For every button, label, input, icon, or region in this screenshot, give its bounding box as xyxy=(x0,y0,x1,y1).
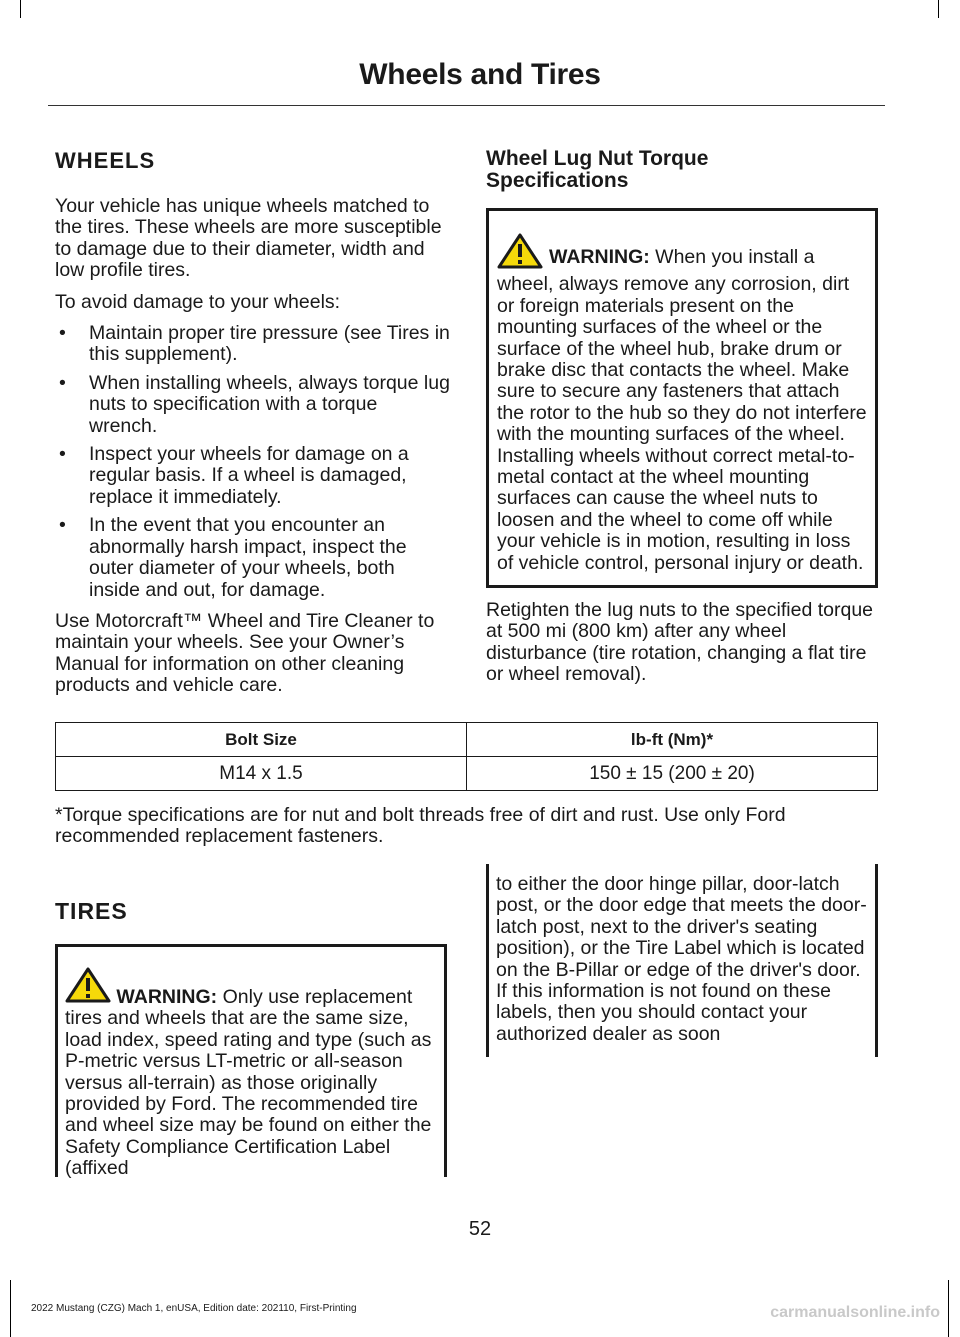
crop-mark xyxy=(948,1280,949,1337)
warning-label: WARNING: xyxy=(116,986,218,1008)
retighten-note: Retighten the lug nuts to the specified torque at 500 mi (800 km) after any wheel disturbance (tire rotation, changing a flat tire or wheel removal). xyxy=(486,599,874,686)
wheels-intro: Your vehicle has unique wheels matched to the tires. These wheels are more susceptible to damage due to their diameter, width and low profile tires. xyxy=(55,195,442,282)
watermark: carmanualsonline.info xyxy=(770,1304,940,1321)
list-item: • In the event that you encounter an abnormally harsh impact, inspect the outer diameter of your wheels, both inside and out, for damage. xyxy=(55,515,450,601)
list-item: • Inspect your wheels for damage on a regular basis. If a wheel is damaged, replace it immediately. xyxy=(55,444,450,508)
table-cell-bolt-size: M14 x 1.5 xyxy=(56,757,467,791)
warning-triangle-icon xyxy=(497,233,543,274)
tires-warning-text: Only use replacement tires and wheels that are the same size, load index, speed rating and type (such as P-metric versus LT-metric or all-season versus all-terrain) as those originally provided by Ford. The recommended tire and wheel size may be found on either the Safety Compliance Certification Label (affixed xyxy=(65,986,432,1180)
wheels-section xyxy=(55,148,450,707)
torque-warning-text: When you install a wheel, always remove any corrosion, dirt or foreign materials present on the mounting surfaces of the wheel or the surface of the wheel hub, brake drum or brake disc that contacts the wheel. Make sure to secure any fasteners that attach the rotor to the hub so they do not interfere with the mounting surfaces of the wheel. Installing wheels without correct metal-to-metal contact at the wheel mounting surfaces can cause the wheel nuts to loosen and the wheel to come off while your vehicle is in motion, resulting in loss of vehicle control, personal injury or death. xyxy=(497,246,867,574)
wheels-heading: WHEELS xyxy=(55,148,156,173)
torque-heading: Wheel Lug Nut Torque Specifications xyxy=(486,147,709,192)
column-header-bolt-size: Bolt Size xyxy=(56,723,467,757)
edition-line: 2022 Mustang (CZG) Mach 1, enUSA, Edition date: 202110, First-Printing xyxy=(31,1303,357,1314)
title-divider xyxy=(48,105,885,106)
warning-label: WARNING: xyxy=(549,246,650,268)
table-cell-torque: 150 ± 15 (200 ± 20) xyxy=(467,757,878,791)
crop-mark xyxy=(10,1280,11,1337)
crop-mark xyxy=(938,0,939,18)
warning-triangle-icon xyxy=(65,986,116,1008)
tires-warning-box xyxy=(55,944,447,1180)
wheels-avoid-lead: To avoid damage to your wheels: xyxy=(55,290,341,313)
column-header-torque: lb-ft (Nm)* xyxy=(467,723,878,757)
tires-warning-continued-text: to either the door hinge pillar, door-latch post, or the door edge that meets the door-latch post, next to the driver's seating position), or the Tire Label which is located on the B-Pillar or edge of the driver's door. If this information is not found on these labels, then you should contact your authorized dealer as soon xyxy=(496,873,867,1045)
torque-spec-table xyxy=(55,722,878,791)
crop-mark xyxy=(20,0,21,18)
list-item: • Maintain proper tire pressure (see Tires in this supplement). xyxy=(55,323,450,366)
wheels-bullet-list xyxy=(55,323,450,601)
page-number: 52 xyxy=(468,1218,492,1240)
list-item: • When installing wheels, always torque lug nuts to specification with a torque wrench. xyxy=(55,373,450,437)
tires-heading: TIRES xyxy=(55,898,128,924)
torque-footnote: *Torque specifications are for nut and bolt threads free of dirt and rust. Use only Ford recommended replacement fasteners. xyxy=(55,804,786,848)
torque-warning-box xyxy=(486,208,878,588)
table-row xyxy=(56,757,878,791)
table-header-row xyxy=(56,723,878,757)
tires-warning-continued-box xyxy=(486,864,878,1057)
page-title: Wheels and Tires xyxy=(359,58,601,91)
wheels-cleaner-note: Use Motorcraft™ Wheel and Tire Cleaner to maintain your wheels. See your Owner’s Manual for information on other cleaning products and vehicle care. xyxy=(55,609,435,697)
